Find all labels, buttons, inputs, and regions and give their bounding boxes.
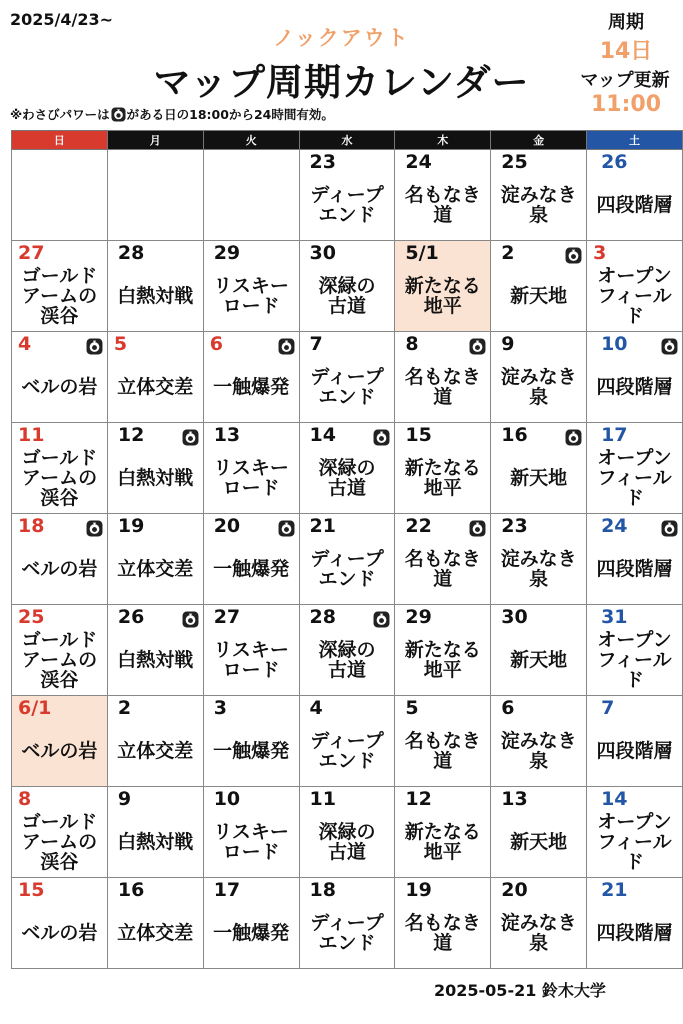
credit: 2025-05-21 鈴木大学	[434, 981, 606, 1000]
wasabi-icon	[111, 107, 126, 125]
weekday-header: 土	[587, 131, 683, 150]
map-name: 新たなる 地平	[404, 821, 481, 863]
day-cell	[107, 696, 203, 787]
weekday-header: 日	[12, 131, 108, 150]
day-number: 9	[501, 333, 515, 355]
day-number: 21	[601, 879, 628, 901]
map-name: ベルの岩	[21, 740, 98, 762]
day-number: 4	[309, 697, 323, 719]
day-cell	[587, 332, 683, 423]
day-cell	[12, 423, 108, 514]
day-cell	[395, 332, 491, 423]
day-cell	[395, 696, 491, 787]
day-number: 10	[601, 333, 628, 355]
map-name: 立体交差	[117, 376, 194, 398]
map-name: オープン フィール ド	[597, 447, 672, 509]
day-number: 23	[309, 151, 336, 173]
day-number: 12	[117, 424, 145, 446]
day-number: 3	[593, 242, 607, 264]
day-cell	[107, 332, 203, 423]
map-name: ゴールド アームの 渓谷	[21, 811, 98, 873]
day-number: 18	[18, 515, 45, 537]
day-cell	[12, 696, 108, 787]
day-cell	[299, 514, 395, 605]
day-cell	[203, 878, 299, 969]
map-name: 一触爆発	[213, 376, 290, 398]
day-cell	[12, 605, 108, 696]
day-cell	[299, 332, 395, 423]
day-cell	[491, 514, 587, 605]
day-cell	[587, 878, 683, 969]
map-update-label: マップ更新	[580, 70, 670, 91]
day-cell	[107, 878, 203, 969]
map-name: 名もなき 道	[404, 366, 481, 408]
map-name: ディープ エンド	[310, 912, 384, 954]
day-cell	[203, 787, 299, 878]
map-name: 新たなる 地平	[404, 639, 481, 681]
map-name: 立体交差	[117, 558, 194, 580]
day-cell	[491, 150, 587, 241]
map-name: 深緑の 古道	[318, 457, 376, 499]
day-cell	[395, 150, 491, 241]
day-cell	[395, 514, 491, 605]
map-name: ベルの岩	[21, 558, 98, 580]
note-prefix: ※わさびパワーは	[10, 107, 110, 122]
day-number: 17	[213, 879, 241, 901]
week-row	[12, 605, 683, 696]
day-number: 28	[117, 242, 145, 264]
day-number: 16	[501, 424, 528, 446]
map-name: ベルの岩	[21, 376, 98, 398]
map-name: ディープ エンド	[310, 548, 384, 590]
day-cell	[299, 241, 395, 332]
map-name: 一触爆発	[213, 558, 290, 580]
day-cell	[12, 878, 108, 969]
map-update-time: 11:00	[590, 92, 662, 117]
week-row	[12, 241, 683, 332]
day-cell	[491, 878, 587, 969]
map-name: 新たなる 地平	[404, 457, 481, 499]
map-name: オープン フィール ド	[597, 629, 672, 691]
day-cell	[491, 332, 587, 423]
day-cell	[299, 787, 395, 878]
day-number: 4	[18, 333, 32, 355]
map-name: 淀みなき 泉	[500, 912, 577, 954]
day-cell	[587, 787, 683, 878]
day-cell	[12, 241, 108, 332]
day-cell	[491, 787, 587, 878]
day-cell	[299, 150, 395, 241]
map-name: オープン フィール ド	[597, 265, 672, 327]
map-name: 白熱対戦	[117, 831, 194, 853]
day-number: 24	[601, 515, 628, 537]
week-row	[12, 150, 683, 241]
day-number: 2	[501, 242, 515, 264]
day-cell	[491, 605, 587, 696]
map-name: リスキー ロード	[213, 275, 289, 317]
day-cell	[395, 787, 491, 878]
page-title: マップ周期カレンダー	[153, 61, 530, 104]
day-number: 5	[113, 333, 128, 355]
day-cell	[107, 787, 203, 878]
day-cell	[395, 878, 491, 969]
day-cell	[587, 696, 683, 787]
day-number: 13	[213, 424, 241, 446]
day-number: 16	[117, 879, 145, 901]
week-row	[12, 423, 683, 514]
map-name: 淀みなき 泉	[500, 730, 577, 772]
day-cell	[12, 787, 108, 878]
day-number: 23	[501, 515, 528, 537]
day-cell	[299, 696, 395, 787]
week-row	[12, 787, 683, 878]
map-name: オープン フィール ド	[597, 811, 672, 873]
day-cell	[587, 605, 683, 696]
day-number: 18	[309, 879, 336, 901]
day-cell	[299, 878, 395, 969]
week-row	[12, 878, 683, 969]
map-name: 白熱対戦	[117, 649, 194, 671]
map-name: 新天地	[510, 831, 568, 853]
map-calendar	[11, 130, 683, 969]
day-number: 11	[309, 788, 336, 810]
day-number: 26	[601, 151, 628, 173]
day-cell	[587, 150, 683, 241]
day-cell	[12, 332, 108, 423]
day-number: 6/1	[18, 697, 52, 719]
day-cell	[203, 514, 299, 605]
map-name: 名もなき 道	[404, 730, 481, 772]
day-number: 31	[601, 606, 628, 628]
map-name: 四段階層	[596, 194, 673, 216]
empty-day-cell	[203, 150, 299, 241]
week-row	[12, 332, 683, 423]
day-number: 10	[213, 788, 241, 810]
weekday-header: 火	[203, 131, 299, 150]
day-number: 5	[405, 697, 419, 719]
day-number: 6	[501, 697, 515, 719]
map-name: 深緑の 古道	[318, 639, 376, 681]
weekday-header: 木	[395, 131, 491, 150]
map-name: ゴールド アームの 渓谷	[21, 265, 98, 327]
map-name: 一触爆発	[213, 922, 290, 944]
day-number: 3	[213, 697, 227, 719]
day-number: 11	[18, 424, 45, 446]
day-cell	[107, 605, 203, 696]
map-name: リスキー ロード	[213, 457, 289, 499]
day-number: 25	[18, 606, 45, 628]
start-date: 2025/4/23~	[10, 10, 114, 29]
day-cell	[587, 423, 683, 514]
map-name: 淀みなき 泉	[500, 366, 577, 408]
day-number: 15	[405, 424, 432, 446]
map-name: 深緑の 古道	[318, 275, 376, 317]
day-number: 14	[309, 424, 336, 446]
map-name: 新たなる 地平	[404, 275, 481, 317]
day-number: 13	[501, 788, 528, 810]
map-name: 名もなき 道	[404, 184, 481, 226]
day-number: 14	[601, 788, 628, 810]
day-number: 2	[117, 697, 132, 719]
map-name: 立体交差	[117, 740, 194, 762]
map-name: ディープ エンド	[310, 730, 384, 772]
day-number: 30	[309, 242, 336, 264]
day-cell	[395, 605, 491, 696]
day-number: 15	[18, 879, 45, 901]
day-cell	[203, 696, 299, 787]
day-number: 5/1	[405, 242, 439, 264]
map-name: 四段階層	[596, 740, 673, 762]
day-cell	[203, 605, 299, 696]
day-number: 30	[501, 606, 528, 628]
map-name: ゴールド アームの 渓谷	[21, 447, 98, 509]
day-number: 8	[405, 333, 419, 355]
day-cell	[203, 423, 299, 514]
map-name: ベルの岩	[21, 922, 98, 944]
day-number: 29	[405, 606, 432, 628]
cycle-label: 周期	[608, 12, 644, 33]
week-row	[12, 514, 683, 605]
map-name: 一触爆発	[213, 740, 290, 762]
map-name: 立体交差	[117, 922, 194, 944]
day-number: 7	[601, 697, 615, 719]
day-number: 22	[405, 515, 432, 537]
day-cell	[107, 423, 203, 514]
day-cell	[395, 241, 491, 332]
day-number: 28	[309, 606, 336, 628]
map-name: ディープ エンド	[310, 366, 384, 408]
map-name: リスキー ロード	[213, 821, 289, 863]
day-cell	[12, 514, 108, 605]
day-cell	[491, 423, 587, 514]
empty-day-cell	[12, 150, 108, 241]
day-number: 19	[405, 879, 432, 901]
map-name: 新天地	[510, 467, 568, 489]
mode-subtitle: ノックアウト	[273, 26, 410, 50]
day-cell	[587, 514, 683, 605]
map-name: 四段階層	[596, 922, 673, 944]
day-number: 21	[309, 515, 336, 537]
map-name: 深緑の 古道	[318, 821, 376, 863]
day-number: 20	[501, 879, 528, 901]
weekday-header-row	[12, 131, 683, 150]
day-number: 9	[117, 788, 132, 810]
map-name: 四段階層	[596, 376, 673, 398]
day-cell	[203, 241, 299, 332]
empty-day-cell	[107, 150, 203, 241]
wasabi-power-note	[10, 105, 334, 125]
map-name: 名もなき 道	[404, 912, 481, 954]
map-name: 新天地	[510, 649, 568, 671]
day-number: 26	[117, 606, 145, 628]
day-number: 8	[18, 788, 32, 810]
day-number: 12	[405, 788, 432, 810]
map-name: 白熱対戦	[117, 467, 194, 489]
day-cell	[395, 423, 491, 514]
day-number: 27	[213, 606, 241, 628]
cycle-value: 14日	[599, 39, 653, 64]
weekday-header: 月	[107, 131, 203, 150]
map-name: ディープ エンド	[310, 184, 384, 226]
day-cell	[107, 241, 203, 332]
day-cell	[491, 696, 587, 787]
map-name: 新天地	[510, 285, 568, 307]
day-cell	[587, 241, 683, 332]
map-name: 淀みなき 泉	[500, 184, 577, 226]
day-number: 19	[117, 515, 145, 537]
map-name: 淀みなき 泉	[500, 548, 577, 590]
week-row	[12, 696, 683, 787]
day-number: 6	[209, 333, 223, 355]
day-cell	[299, 605, 395, 696]
day-cell	[107, 514, 203, 605]
day-number: 29	[213, 242, 241, 264]
day-cell	[491, 241, 587, 332]
day-number: 7	[309, 333, 323, 355]
day-number: 27	[18, 242, 45, 264]
map-name: リスキー ロード	[213, 639, 289, 681]
weekday-header: 金	[491, 131, 587, 150]
day-number: 20	[213, 515, 241, 537]
day-cell	[203, 332, 299, 423]
weekday-header: 水	[299, 131, 395, 150]
day-cell	[299, 423, 395, 514]
day-number: 17	[601, 424, 628, 446]
map-name: ゴールド アームの 渓谷	[21, 629, 98, 691]
note-suffix: がある日の18:00から24時間有効。	[126, 107, 334, 122]
day-number: 24	[405, 151, 432, 173]
map-name: 名もなき 道	[404, 548, 481, 590]
map-name: 四段階層	[596, 558, 673, 580]
day-number: 25	[501, 151, 528, 173]
map-name: 白熱対戦	[117, 285, 194, 307]
